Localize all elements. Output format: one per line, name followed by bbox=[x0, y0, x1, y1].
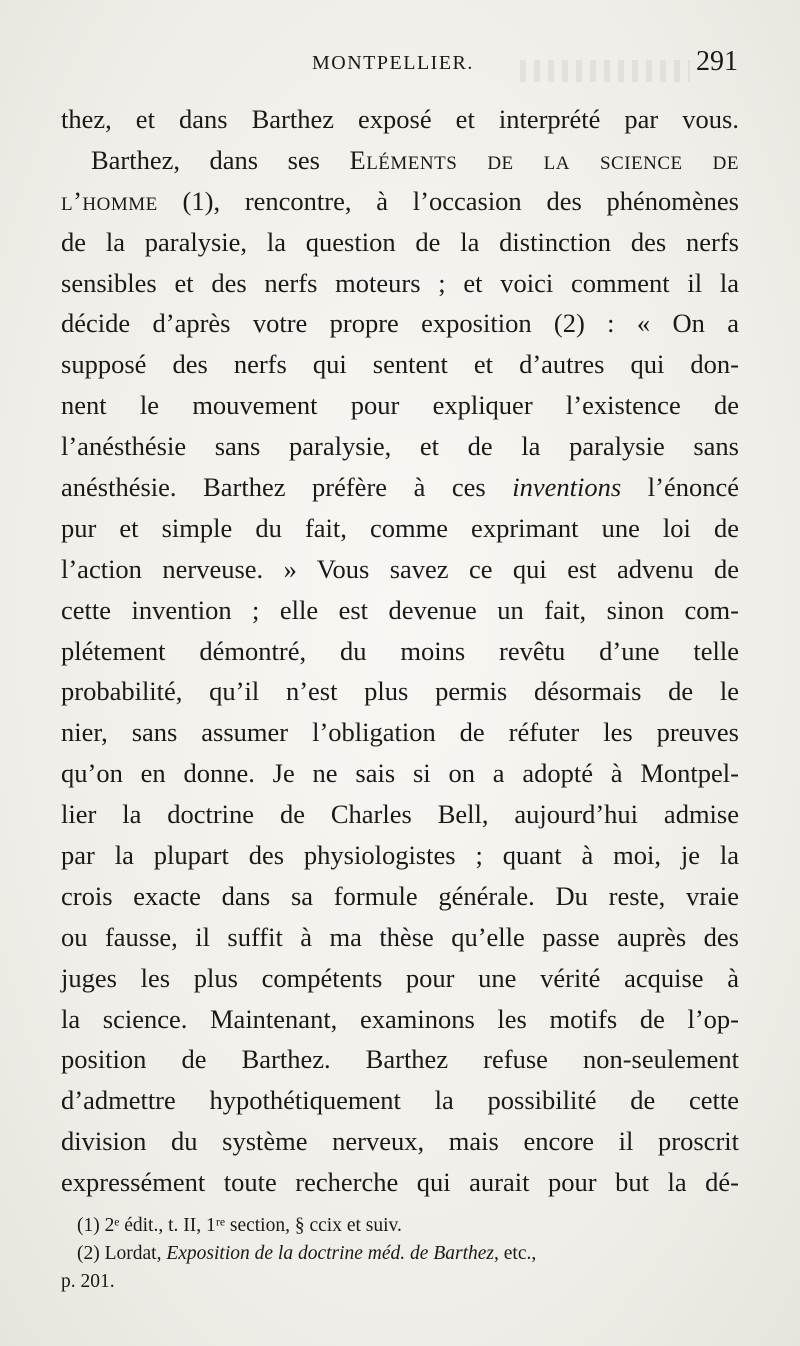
text-line-24: position de Barthez. Barthez refuse non-seulement bbox=[61, 1044, 739, 1075]
text-line-20: crois exacte dans sa formule générale. Du reste, vraie bbox=[61, 880, 739, 911]
text-line-11: pur et simple du fait, comme exprimant une loi de bbox=[61, 512, 739, 543]
text-line-18: lier la doctrine de Charles Bell, aujourd’hui admise bbox=[61, 799, 739, 830]
text-line-21: ou fausse, il suffit à ma thèse qu’elle passe auprès des bbox=[61, 921, 739, 952]
text-line-6: décide d’après votre propre exposition (2) : « On a bbox=[61, 308, 739, 339]
text-line-14: plétement démontré, du moins revêtu d’une telle bbox=[61, 635, 739, 666]
text-line-16: nier, sans assumer l’obligation de réfuter les preuves bbox=[61, 717, 739, 748]
text-line-26: division du système nerveux, mais encore il proscrit bbox=[61, 1126, 739, 1157]
text-line-22: juges les plus compétents pour une vérité acquise à bbox=[61, 962, 739, 993]
footnote-2-page: p. 201. bbox=[61, 1271, 115, 1292]
page-number: 291 bbox=[696, 46, 738, 77]
footnote-2-title: Exposition de la doctrine méd. de Barthez bbox=[166, 1243, 494, 1264]
text-line-8: nent le mouvement pour expliquer l’existence de bbox=[61, 390, 739, 421]
body-text bbox=[61, 99, 739, 1203]
text-fragment: (1), rencontre, à l’occasion des phénomènes bbox=[182, 185, 739, 216]
text-line-3 bbox=[61, 181, 739, 222]
footnotes bbox=[61, 1212, 741, 1296]
book-title-part1: Eléments de la science de bbox=[349, 144, 739, 175]
text-fragment: Barthez, dans ses bbox=[91, 144, 350, 175]
footnote-2 bbox=[61, 1240, 741, 1268]
text-line-1: thez, et dans Barthez exposé et interprété par vous. bbox=[61, 104, 739, 134]
text-line-9: l’anésthésie sans paralysie, et de la paralysie sans bbox=[61, 431, 739, 462]
page-header bbox=[60, 46, 738, 86]
text-line-19: par la plupart des physiologistes ; quant à moi, je la bbox=[61, 840, 739, 871]
text-line-13: cette invention ; elle est devenue un fait, sinon com- bbox=[61, 594, 739, 625]
italic-word: inventions bbox=[512, 472, 622, 503]
text-line-2 bbox=[61, 140, 739, 181]
footnote-1: (1) 2ᵉ édit., t. II, 1ʳᵉ section, § ccix et suiv. bbox=[77, 1215, 402, 1236]
running-head: MONTPELLIER. bbox=[312, 52, 474, 74]
text-line-5: sensibles et des nerfs moteurs ; et voici comment il la bbox=[61, 267, 739, 298]
text-line-12: l’action nerveuse. » Vous savez ce qui est advenu de bbox=[61, 553, 739, 584]
text-line-10 bbox=[61, 467, 739, 508]
text-line-27: expressément toute recherche qui aurait pour but la dé- bbox=[61, 1167, 739, 1198]
text-fragment: l’énoncé bbox=[621, 472, 739, 503]
text-fragment: anésthésie. Barthez préfère à ces bbox=[61, 472, 513, 503]
text-line-15: probabilité, qu’il n’est plus permis désormais de le bbox=[61, 676, 739, 707]
text-line-7: supposé des nerfs qui sentent et d’autres qui don- bbox=[61, 349, 739, 380]
text-line-17: qu’on en donne. Je ne sais si on a adopté à Montpel- bbox=[61, 758, 739, 789]
footnote-2-suffix: , etc., bbox=[494, 1243, 537, 1264]
text-line-25: d’admettre hypothétiquement la possibilité de cette bbox=[61, 1085, 739, 1116]
footnote-2-author: (2) Lordat, bbox=[77, 1243, 167, 1264]
book-title-part2: l’homme bbox=[61, 185, 158, 216]
text-line-4: de la paralysie, la question de la distinction des nerfs bbox=[61, 226, 739, 257]
text-line-23: la science. Maintenant, examinons les motifs de l’op- bbox=[61, 1003, 739, 1034]
